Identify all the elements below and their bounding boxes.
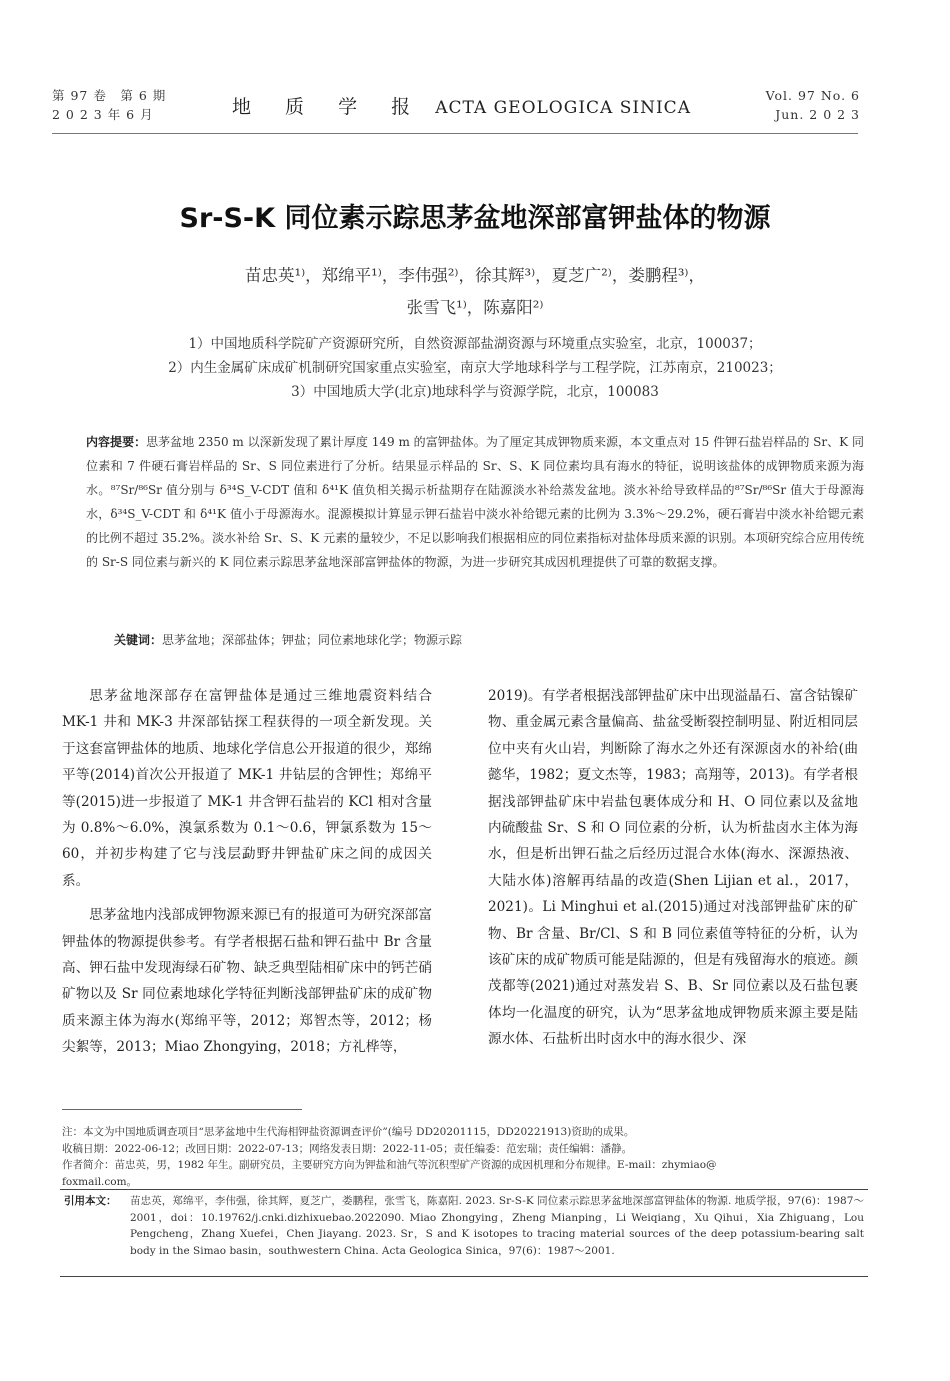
journal-name-en: ACTA GEOLOGICA SINICA: [435, 98, 691, 118]
footnote-dates: 收稿日期：2022-06-12；改回日期：2022-07-13；网络发表日期：2022-11-05；责任编委：范宏瑞；责任编辑：潘静。: [62, 1142, 633, 1155]
footnote-funding: 注：本文为中国地质调查项目“思茅盆地中生代海相钾盐资源调查评价”(编号 DD20201115，DD20221913)资助的成果。: [62, 1126, 635, 1138]
keywords-text: 思茅盆地；深部盐体；钾盐；同位素地球化学；物源示踪: [162, 633, 463, 647]
footnote-divider: [62, 1109, 302, 1110]
body-column-right: [488, 683, 858, 1061]
body-paragraph: 2019)。有学者根据浅部钾盐矿床中出现溢晶石、富含钴镍矿物、重金属元素含量偏高、盐盆受断裂控制明显、附近相同层位中夹有火山岩，判断除了海水之外还有深源卤水的补给(曲懿华，1982；夏文杰等，1983；高翔等，2013)。有学者根据浅部钾盐矿床中岩盐包裹体成分和 H、O 同位素以及盆地内硫酸盐 Sr、S 和 O 同位素的分析，认为析盐卤水主体为海水，但是析出钾石盐之后经历过混合水体(海水、深源热液、大陆水体)溶解再结晶的改造(Shen Lijian et al.，2017，2021)。Li Minghui et al.(2015)通过对浅部钾盐矿床的矿物、Br 含量、Br/Cl、S 和 B 同位素值等特征的分析，认为该矿床的成矿物质可能是陆源的，但是有残留海水的痕迹。颜茂都等(2021)通过对蒸发岩 S、B、Sr 同位素以及石盐包裹体均一化温度的研究，认为“思茅盆地成钾物质来源主要是陆源水体、石盐析出时卤水中的海水很少、深: [488, 688, 858, 1048]
author-list: [160, 260, 790, 324]
paper-title: Sr-S-K 同位素示踪思茅盆地深部富钾盐体的物源: [179, 203, 771, 234]
header-volume-en: Vol. 97 No. 6: [765, 88, 860, 103]
header-volume-cn: 第 97 卷 第 6 期: [52, 88, 167, 103]
header-divider: [52, 133, 858, 134]
footnote-email-cont: foxmail.com。: [62, 1175, 138, 1188]
header-date-cn: 2 0 2 3 年 6 月: [52, 107, 154, 122]
affiliation: 1）中国地质科学院矿产资源研究所，自然资源部盐湖资源与环境重点实验室，北京，100037；: [188, 336, 762, 352]
body-paragraph: 思茅盆地内浅部成钾物源来源已有的报道可为研究深部富钾盐体的物源提供参考。有学者根据石盐和钾石盐中 Br 含量高、钾石盐中发现海绿石矿物、缺乏典型陆相矿床中的钙芒硝矿物以及 Sr 同位素地球化学特征判断浅部钾盐矿床的成矿物质来源主体为海水(郑绵平等，2012；郑智杰等，2012；杨尖絮等，2013；Miao Zhongying，2018；方礼桦等，: [62, 907, 432, 1056]
footnote-author-bio: 作者简介：苗忠英，男，1982 年生。副研究员，主要研究方向为钾盐和油气等沉积型矿产资源的成因机理和分布规律。E-mail：zhymiao@: [62, 1159, 717, 1171]
body-paragraph: 思茅盆地深部存在富钾盐体是通过三维地震资料结合 MK-1 井和 MK-3 井深部钻探工程获得的一项全新发现。关于这套富钾盐体的地质、地球化学信息公开报道的很少，郑绵平等(2014)首次公开报道了 MK-1 井钻层的含钾性；郑绵平等(2015)进一步报道了 MK-1 井含钾石盐岩的 KCl 相对含量为 0.8%～6.0%，溴氯系数为 0.1～0.6，钾氯系数为 15～60，并初步构建了它与浅层勐野井钾盐矿床之间的成因关系。: [62, 688, 432, 889]
header-date-en: Jun. 2 0 2 3: [775, 107, 860, 122]
affiliation: 3）中国地质大学(北京)地球科学与资源学院，北京，100083: [291, 384, 659, 400]
header-issue-en: [766, 86, 860, 124]
citation-label: 引用本文：: [64, 1195, 117, 1207]
author-line: 苗忠英¹⁾，郑绵平¹⁾，李伟强²⁾，徐其辉³⁾，夏芝广²⁾，娄鹏程³⁾，: [244, 266, 705, 285]
body-column-left: [62, 683, 432, 1069]
abstract-text: 思茅盆地 2350 m 以深新发现了累计厚度 149 m 的富钾盐体。为了厘定其成钾物质来源，本文重点对 15 件钾石盐岩样品的 Sr、K 同位素和 7 件硬石膏岩样品的 Sr、S 同位素进行了分析。结果显示样品的 Sr、S、K 同位素均具有海水的特征，说明该盐体的成钾物质来源为海水。⁸⁷Sr/⁸⁶Sr 值分别与 δ³⁴S_V-CDT 值和 δ⁴¹K 值负相关揭示析盐期存在陆源淡水补给蒸发盆地。淡水补给导致样品的⁸⁷Sr/⁸⁶Sr 值大于母源海水，δ³⁴S_V-CDT 和 δ⁴¹K 值小于母源海水。混源模拟计算显示钾石盐岩中淡水补给锶元素的比例为 3.3%～29.2%，硬石膏岩中淡水补给锶元素的比例不超过 35.2%。淡水补给 Sr、S、K 元素的量较少，不足以影响我们根据相应的同位素指标对盐体母质来源的识别。本项研究综合应用传统的 Sr-S 同位素与新兴的 K 同位素示踪思茅盆地深部富钾盐体的物源，为进一步研究其成因机理提供了可靠的数据支撑。: [86, 435, 864, 569]
footnotes: [62, 1124, 862, 1190]
journal-name-cn: 地 质 学 报: [232, 96, 425, 118]
keywords-label: 关键词：: [114, 633, 163, 647]
affiliation-list: [60, 332, 890, 404]
journal-name: [232, 92, 691, 119]
header-issue-cn: [52, 86, 202, 124]
abstract: [86, 430, 864, 574]
author-line: 张雪飞¹⁾，陈嘉阳²⁾: [406, 298, 544, 317]
affiliation: 2）内生金属矿床成矿机制研究国家重点实验室，南京大学地球科学与工程学院，江苏南京，210023；: [168, 360, 782, 376]
keywords: [114, 630, 864, 650]
abstract-label: 内容提要：: [86, 435, 147, 449]
citation-text: 苗忠英，郑绵平，李伟强，徐其辉，夏芝广，娄鹏程，张雪飞，陈嘉阳. 2023. Sr-S-K 同位素示踪思茅盆地深部富钾盐体的物源. 地质学报，97(6)：1987～2001，doi：10.19762/j.cnki.dizhixuebao.2022090. Miao Zhongying，Zheng Mianping，Li Weiqiang，Xu Qihui，Xia Zhiguang，Lou Pengcheng，Zhang Xuefei，Chen Jiayang. 2023. Sr，S and K isotopes to tracing material sources of the deep potassium-bearing salt body in the Simao basin，southwestern China. Acta Geologica Sinica，97(6)：1987～2001.: [130, 1195, 864, 1257]
